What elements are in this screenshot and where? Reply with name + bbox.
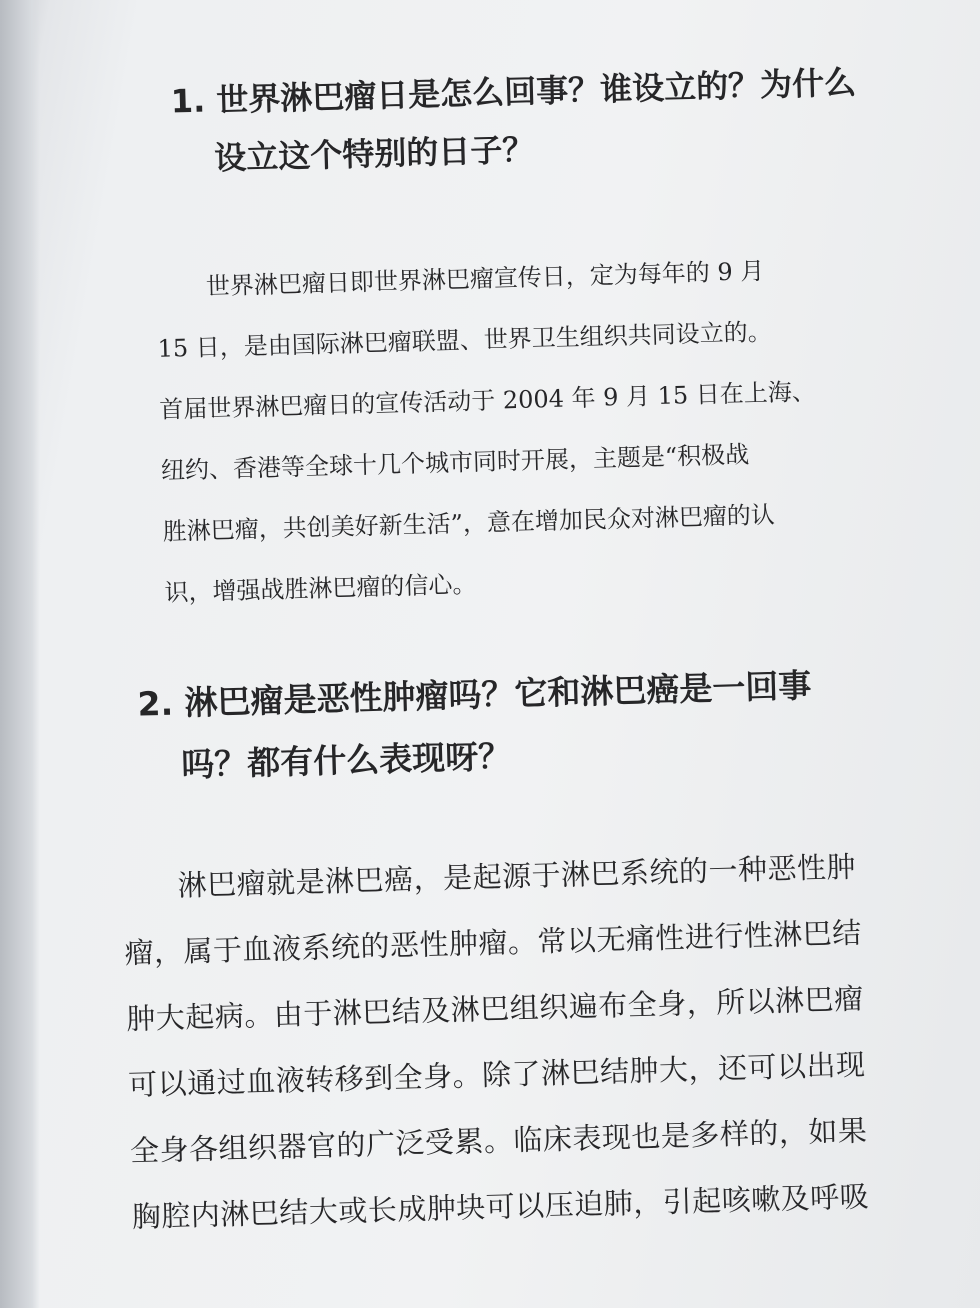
section-1-paragraph [155,240,822,624]
book-binding-shadow [0,0,40,1308]
section-2-line-4: 可以通过血液转移到全身。除了淋巴结肿大，还可以出现 [127,1047,866,1103]
section-2-line-6: 胸腔内淋巴结大或长成肿块可以压迫肺，引起咳嗽及呼吸 [131,1179,870,1234]
section-2-paragraph [122,834,870,1250]
section-1-line-4: 纽约、香港等全球十几个城市同时开展，主题是“积极战 [160,440,750,485]
section-1-line-6: 识，增强战胜淋巴瘤的信心。 [164,570,477,607]
book-page [80,51,940,1234]
section-1-line-1: 世界淋巴瘤日即世界淋巴瘤宣传日，定为每年的 9 月 [205,256,765,301]
section-2-heading-line-1: 2. 淋巴瘤是恶性肿瘤吗？它和淋巴癌是一回事 [137,665,812,724]
section-1-heading-line-1: 1. 世界淋巴瘤日是怎么回事？谁设立的？为什么 [170,63,857,121]
section-2-heading [137,655,814,798]
section-2-line-3: 肿大起病。由于淋巴结及淋巴组织遍布全身，所以淋巴瘤 [125,981,865,1037]
section-1-heading-line-2: 设立这个特别的日子？ [213,130,535,178]
section-1-heading [170,53,859,188]
section-1-line-3: 首届世界淋巴瘤日的宣传活动于 2004 年 9 月 15 日在上海、 [158,377,817,424]
section-2-line-1: 淋巴瘤就是淋巴癌，是起源于淋巴系统的一种恶性肿 [177,849,857,903]
section-2-line-5: 全身各组织器官的广泛受累。临床表现也是多样的，如果 [129,1113,868,1169]
section-1-line-2: 15 日，是由国际淋巴瘤联盟、世界卫生组织共同设立的。 [157,317,773,363]
section-2-heading-line-2: 吗？都有什么表现呀？ [180,736,512,785]
section-2-line-2: 瘤，属于血液系统的恶性肿瘤。常以无痛性进行性淋巴结 [124,915,863,971]
section-1-line-5: 胜淋巴瘤，共创美好新生活”，意在增加民众对淋巴瘤的认 [162,500,776,546]
